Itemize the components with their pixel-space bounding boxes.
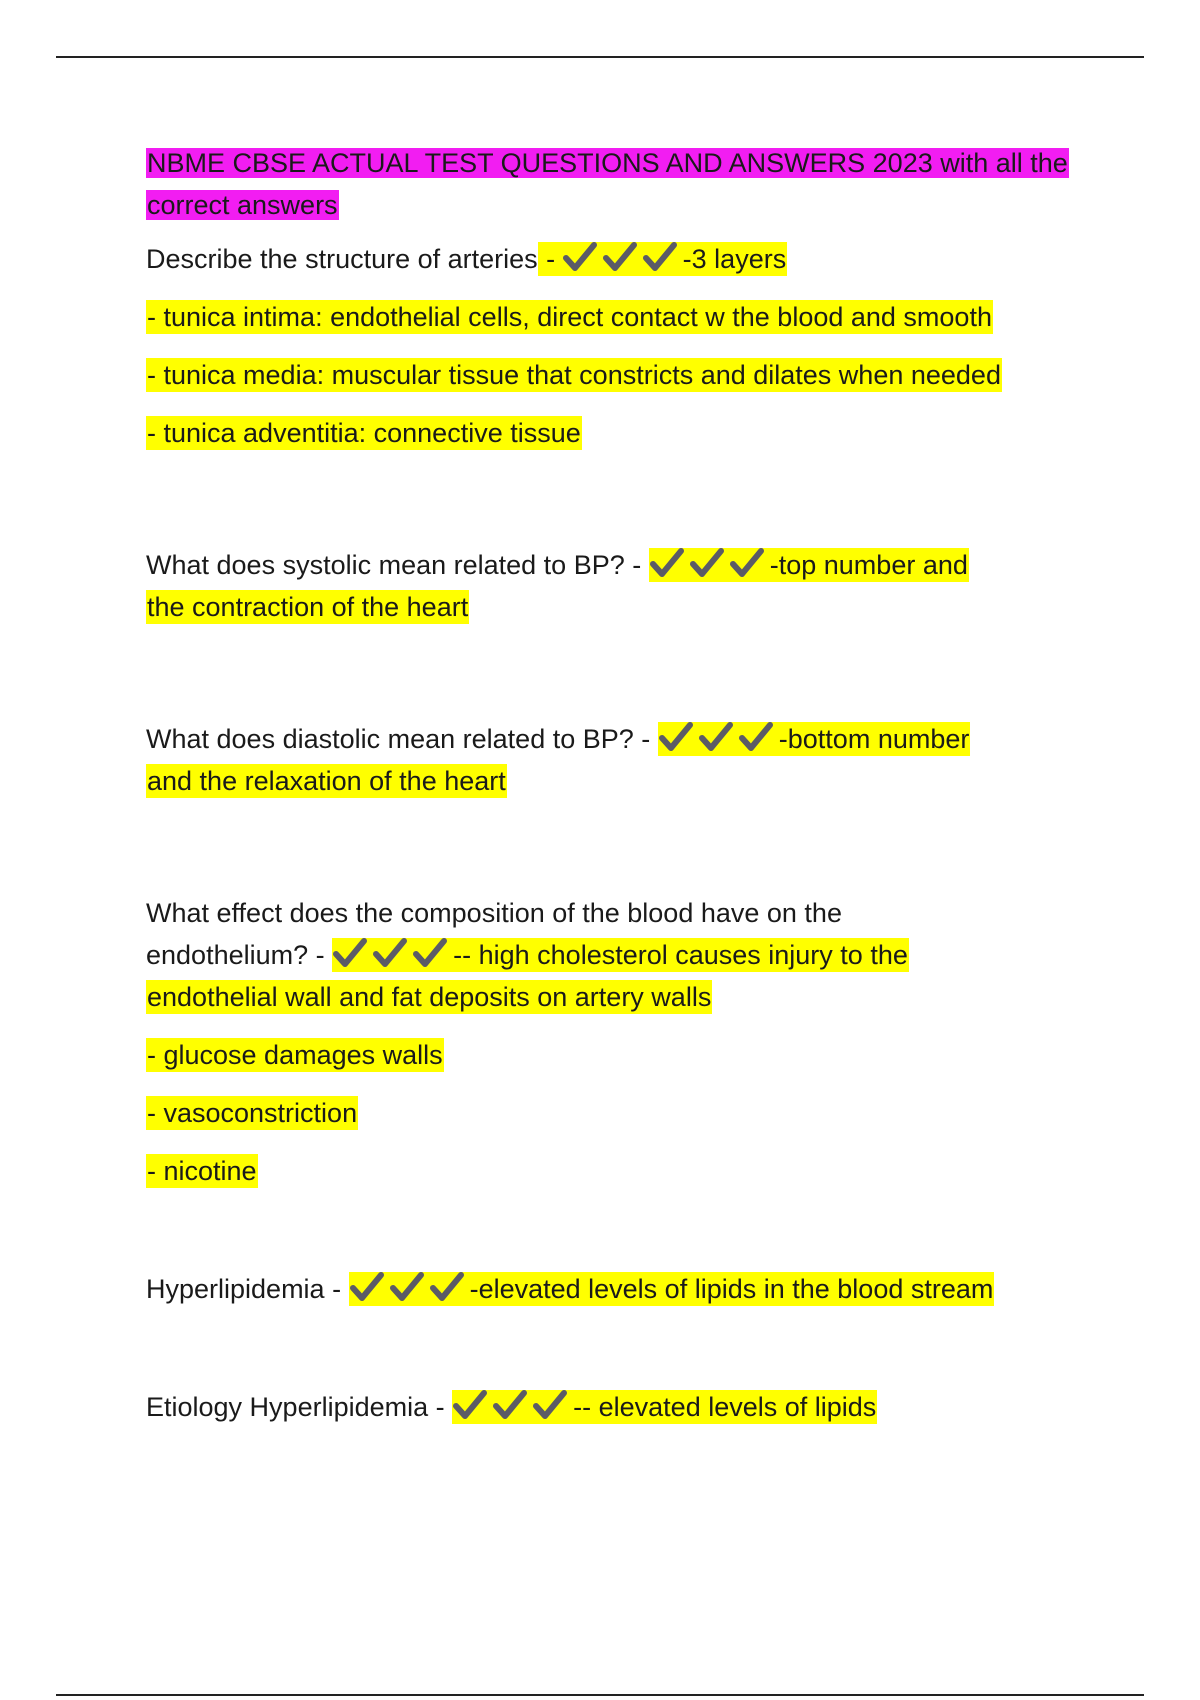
question-line: Hyperlipidemia - -elevated levels of lipids in the blood stream bbox=[146, 1268, 1106, 1310]
question-text: Etiology Hyperlipidemia bbox=[146, 1392, 429, 1422]
check-mark-icon bbox=[493, 1390, 533, 1420]
question-text: Describe the structure of arteries bbox=[146, 244, 538, 274]
answer-line: - glucose damages walls bbox=[147, 1040, 443, 1070]
check-mark-icon bbox=[659, 722, 699, 752]
answer-line: - nicotine bbox=[147, 1156, 257, 1186]
answer-line: - vasoconstriction bbox=[147, 1098, 358, 1128]
check-mark-icon bbox=[563, 242, 603, 272]
checks-group bbox=[659, 718, 779, 760]
qa-item-blood-composition bbox=[146, 892, 1106, 1192]
check-mark-icon bbox=[690, 548, 730, 578]
answer-highlight bbox=[452, 1390, 877, 1424]
answer-text: -top number and bbox=[769, 550, 968, 580]
answer-highlight bbox=[658, 722, 971, 756]
answer-text: -- elevated levels of lipids bbox=[573, 1392, 877, 1422]
document-title bbox=[146, 142, 1106, 226]
check-mark-icon bbox=[390, 1272, 430, 1302]
qa-item-diastolic bbox=[146, 718, 1106, 802]
question-text: endothelium? bbox=[146, 940, 309, 970]
document-body bbox=[146, 142, 1106, 1444]
answer-line: - tunica intima: endothelial cells, direct contact w the blood and smooth bbox=[147, 302, 992, 332]
question-block: What does diastolic mean related to BP? - -bottom number and the relaxation of the heart bbox=[146, 718, 1106, 802]
answer-highlight bbox=[332, 938, 909, 972]
checks-group bbox=[453, 1386, 573, 1428]
answer-continuation: endothelial wall and fat deposits on artery walls bbox=[147, 982, 712, 1012]
answer-line: - tunica media: muscular tissue that constricts and dilates when needed bbox=[147, 360, 1001, 390]
check-mark-icon bbox=[603, 242, 643, 272]
question-line bbox=[146, 238, 1106, 280]
answer-highlight: - -3 layers bbox=[538, 242, 788, 276]
title-highlight: NBME CBSE ACTUAL TEST QUESTIONS AND ANSWERS 2023 with all the correct answers bbox=[147, 148, 1068, 220]
qa-item-arteries bbox=[146, 238, 1106, 454]
qa-item-hyperlipidemia bbox=[146, 1268, 1106, 1310]
checks-group bbox=[563, 238, 683, 280]
check-mark-icon bbox=[739, 722, 779, 752]
check-mark-icon bbox=[730, 548, 770, 578]
check-mark-icon bbox=[650, 548, 690, 578]
question-line: Etiology Hyperlipidemia - -- elevated levels of lipids bbox=[146, 1386, 1106, 1428]
top-rule bbox=[56, 56, 1144, 58]
check-mark-icon bbox=[533, 1390, 573, 1420]
check-mark-icon bbox=[699, 722, 739, 752]
answer-text: -bottom number bbox=[778, 724, 970, 754]
question-text: What effect does the composition of the blood have on the bbox=[146, 898, 842, 928]
question-text: What does diastolic mean related to BP? bbox=[146, 724, 634, 754]
question-text: Hyperlipidemia bbox=[146, 1274, 325, 1304]
answer-text: -elevated levels of lipids in the blood stream bbox=[469, 1274, 994, 1304]
answer-line: - tunica adventitia: connective tissue bbox=[147, 418, 581, 448]
check-mark-icon bbox=[430, 1272, 470, 1302]
check-mark-icon bbox=[413, 938, 453, 968]
question-block: What effect does the composition of the blood have on the endothelium? - -- high cholesterol causes injury to the endothelial wall and fat deposits on artery walls bbox=[146, 898, 908, 1012]
answer-continuation: the contraction of the heart bbox=[147, 592, 469, 622]
question-block: What does systolic mean related to BP? - -top number and the contraction of the heart bbox=[146, 544, 1106, 628]
question-text: What does systolic mean related to BP? bbox=[146, 550, 625, 580]
qa-item-systolic bbox=[146, 544, 1106, 628]
check-mark-icon bbox=[453, 1390, 493, 1420]
check-mark-icon bbox=[350, 1272, 390, 1302]
answer-continuation: and the relaxation of the heart bbox=[147, 766, 506, 796]
check-mark-icon bbox=[373, 938, 413, 968]
checks-group bbox=[350, 1268, 470, 1310]
qa-item-etiology bbox=[146, 1386, 1106, 1428]
checks-group bbox=[333, 934, 453, 976]
checks-group bbox=[650, 544, 770, 586]
answer-highlight bbox=[649, 548, 969, 582]
bottom-rule bbox=[56, 1694, 1144, 1696]
answer-highlight bbox=[349, 1272, 995, 1306]
check-mark-icon bbox=[643, 242, 683, 272]
check-mark-icon bbox=[333, 938, 373, 968]
answer-text: -- high cholesterol causes injury to the bbox=[453, 940, 908, 970]
answer-text: -3 layers bbox=[682, 244, 787, 274]
